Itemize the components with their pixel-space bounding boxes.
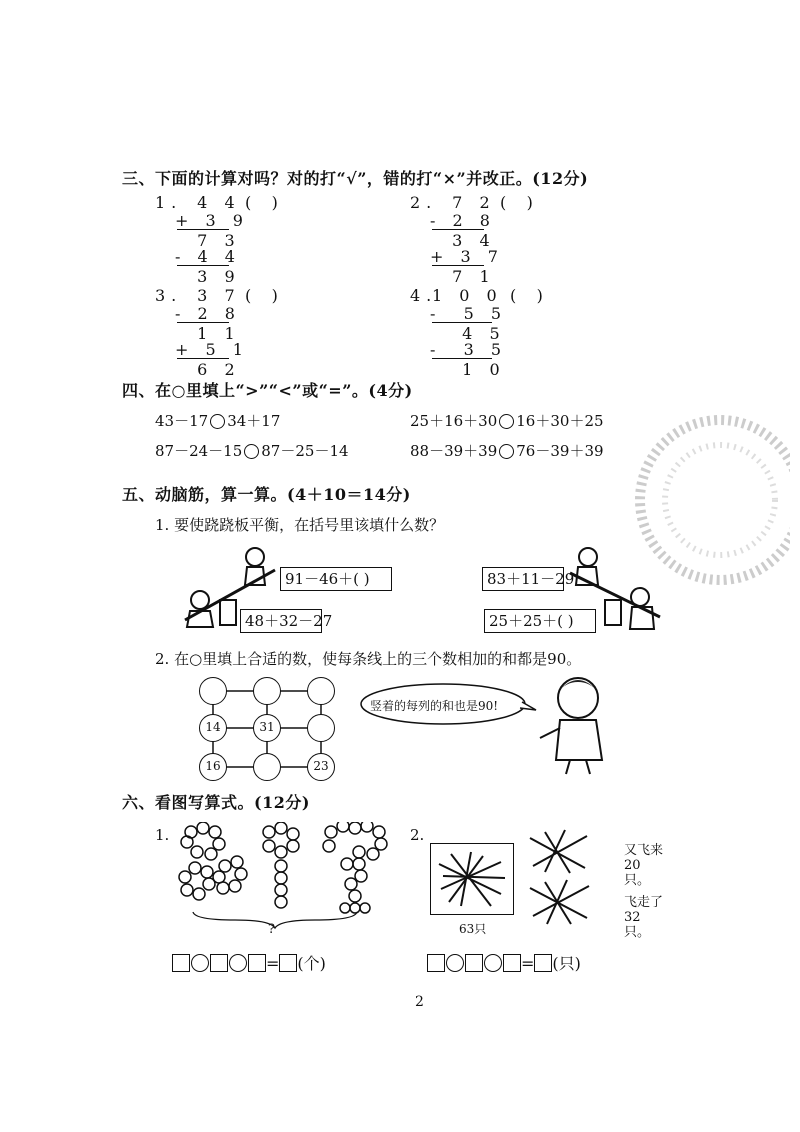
calc-row: 4 5 [440, 324, 506, 343]
problem-label: 2. [410, 193, 438, 212]
calc-line [177, 358, 229, 359]
grid-node[interactable] [307, 714, 335, 742]
calc-row: + 5 1 [175, 340, 249, 359]
birds-frame [430, 843, 514, 915]
beads-picture [175, 822, 400, 932]
equals-sign: = [521, 954, 535, 973]
number-grid [196, 674, 342, 786]
calc-row: 4 4 [175, 193, 241, 212]
calc-row: - 3 5 [430, 340, 508, 359]
page-number: 2 [415, 994, 424, 1010]
problem-6-2-label: 2. [410, 826, 425, 844]
problem-6-1-label: 1. [155, 826, 170, 844]
calc-row: 1 1 [175, 324, 241, 343]
compare-item [155, 410, 280, 431]
calc-row: 3 9 [175, 267, 241, 286]
answer-circle[interactable] [499, 444, 514, 459]
answer-box[interactable] [172, 954, 190, 972]
calc-row: 1 0 0 [432, 286, 503, 305]
grid-node[interactable] [307, 677, 335, 705]
question-1: 1. 要使跷跷板平衡，在括号里该填什么数？ [155, 516, 445, 534]
equation-1 [172, 951, 326, 974]
unit-label: (个) [297, 954, 326, 973]
compare-item [410, 410, 604, 431]
grid-node: 31 [253, 714, 281, 742]
compare-left: 87－24－15 [155, 442, 243, 460]
answer-paren[interactable]: ( ) [245, 193, 278, 212]
answer-circle[interactable] [499, 414, 514, 429]
section6-title: 六、看图写算式。(12分) [122, 793, 310, 812]
answer-paren[interactable]: ( ) [510, 286, 543, 305]
answer-circle[interactable] [244, 444, 259, 459]
calc-line [177, 229, 229, 230]
calc-line [432, 265, 484, 266]
section5-title: 五、动脑筋，算一算。(4＋10＝14分) [122, 485, 411, 504]
seesaw-children-illustration [560, 545, 670, 635]
calc-row: 6 2 [175, 360, 241, 379]
seesaw2-bottom-box[interactable]: 25＋25＋( ) [484, 609, 596, 633]
calc-row: 7 1 [430, 267, 496, 286]
calc-line [177, 322, 229, 323]
calc-problem-2 [410, 193, 630, 293]
unit-label: (只) [552, 954, 581, 973]
calc-row: - 4 4 [175, 247, 241, 266]
calc-line [177, 265, 229, 266]
answer-box[interactable] [503, 954, 521, 972]
flying-birds-icon [525, 828, 595, 928]
grid-node[interactable] [199, 677, 227, 705]
operator-circle[interactable] [229, 954, 247, 972]
answer-paren[interactable]: ( ) [245, 286, 278, 305]
operator-circle[interactable] [446, 954, 464, 972]
calc-row: + 3 7 [430, 247, 504, 266]
grid-node: 14 [199, 714, 227, 742]
problem-label: 3. [155, 286, 183, 305]
calc-row: + 3 9 [175, 211, 249, 230]
birds-note-leave: 飞走了32只。 [624, 895, 664, 940]
grid-node[interactable] [253, 677, 281, 705]
birds-count-caption: 63只 [459, 922, 487, 936]
calc-line [432, 229, 484, 230]
calc-row: - 2 8 [175, 304, 241, 323]
section4-title: 四、在○里填上“>”“<”或“=”。(4分) [122, 381, 413, 400]
grid-node: 23 [307, 753, 335, 781]
answer-box[interactable] [534, 954, 552, 972]
compare-left: 88－39＋39 [410, 442, 498, 460]
equals-sign: = [266, 954, 280, 973]
calc-problem-1 [155, 193, 375, 293]
compare-left: 25＋16＋30 [410, 412, 498, 430]
compare-right: 16＋30＋25 [516, 412, 604, 430]
seesaw2-top-box: 83＋11－29 [482, 567, 564, 591]
calc-row: 3 4 [430, 231, 496, 250]
answer-box[interactable] [427, 954, 445, 972]
calc-line [432, 358, 492, 359]
grid-node: 16 [199, 753, 227, 781]
compare-item [410, 440, 604, 461]
calc-line [432, 322, 492, 323]
operator-circle[interactable] [484, 954, 502, 972]
speech-bubble-text: 竖着的每列的和也是90! [370, 699, 499, 713]
calc-row: - 5 5 [430, 304, 508, 323]
seesaw1-bottom-box: 48＋32－27 [240, 609, 322, 633]
calc-row: - 2 8 [430, 211, 496, 230]
answer-circle[interactable] [210, 414, 225, 429]
problem-label: 4. [410, 286, 438, 305]
calc-problem-3 [155, 286, 375, 386]
answer-box[interactable] [279, 954, 297, 972]
calc-problem-4 [410, 286, 630, 386]
calc-row: 1 0 [440, 360, 506, 379]
birds-note-arrive: 又飞来20只。 [624, 843, 664, 888]
section3-title: 三、下面的计算对吗？对的打“√”，错的打“×”并改正。(12分) [122, 169, 589, 188]
answer-box[interactable] [465, 954, 483, 972]
grid-node[interactable] [253, 753, 281, 781]
compare-right: 87－25－14 [261, 442, 349, 460]
problem-label: 1. [155, 193, 183, 212]
girl-illustration [530, 668, 610, 778]
compare-right: 76－39＋39 [516, 442, 604, 460]
calc-row: 7 3 [175, 231, 241, 250]
compare-left: 43－17 [155, 412, 209, 430]
answer-box[interactable] [210, 954, 228, 972]
equation-2 [427, 951, 581, 974]
answer-paren[interactable]: ( ) [500, 193, 533, 212]
calc-row: 7 2 [430, 193, 496, 212]
compare-right: 34＋17 [227, 412, 281, 430]
seesaw1-top-box[interactable]: 91－46＋( ) [280, 567, 392, 591]
question-2: 2. 在○里填上合适的数，使每条线上的三个数相加的和都是90。 [155, 650, 582, 668]
answer-box[interactable] [248, 954, 266, 972]
question-mark: ? [268, 922, 275, 937]
operator-circle[interactable] [191, 954, 209, 972]
compare-item [155, 440, 349, 461]
birds-flock-icon [431, 844, 513, 914]
calc-row: 3 7 [175, 286, 241, 305]
